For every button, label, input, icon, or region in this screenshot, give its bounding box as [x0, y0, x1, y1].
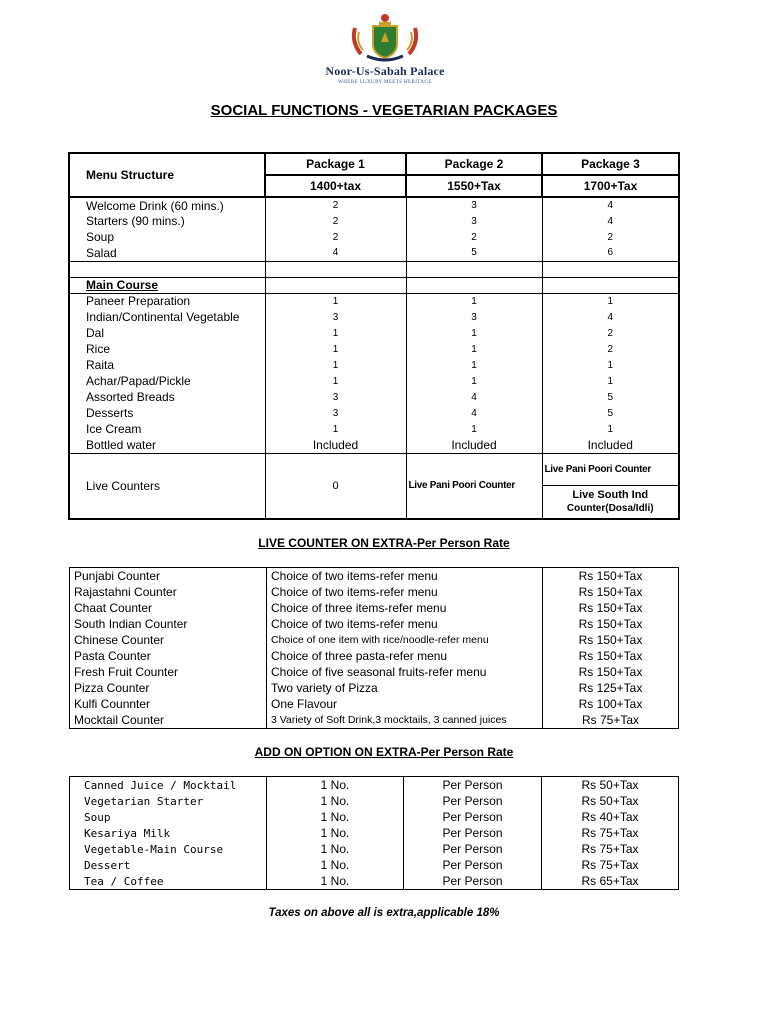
package-3-count: 5	[542, 389, 679, 405]
table-row	[70, 680, 679, 696]
addon-item: Vegetable-Main Course	[70, 841, 267, 857]
package-2-count: 2	[406, 229, 542, 245]
package-1-count: 1	[265, 293, 406, 309]
menu-item-name: Achar/Papad/Pickle	[69, 373, 265, 389]
package-3-count: 1	[542, 421, 679, 437]
addon-quantity: 1 No.	[267, 873, 404, 890]
menu-item-name: Indian/Continental Vegetable	[69, 309, 265, 325]
menu-item-name: Starters (90 mins.)	[69, 213, 265, 229]
page-title: SOCIAL FUNCTIONS - VEGETARIAN PACKAGES	[210, 102, 558, 119]
package-2-price: 1550+Tax	[406, 175, 542, 197]
addon-quantity: 1 No.	[267, 825, 404, 841]
addon-quantity: 1 No.	[267, 777, 404, 794]
menu-structure-header: Menu Structure	[69, 153, 265, 197]
table-row	[69, 357, 679, 373]
menu-item-name: Soup	[69, 229, 265, 245]
counter-rate: Rs 75+Tax	[543, 712, 679, 729]
empty-cell	[406, 277, 542, 293]
package-3-count: 2	[542, 325, 679, 341]
package-1-count: 2	[265, 213, 406, 229]
menu-item-name: Rice	[69, 341, 265, 357]
counter-description: Choice of two items-refer menu	[267, 568, 543, 585]
package-3-header: Package 3	[542, 153, 679, 175]
table-row	[69, 341, 679, 357]
main-course-heading: Main Course	[86, 278, 159, 292]
package-2-count: 1	[406, 325, 542, 341]
addon-rate: Rs 50+Tax	[542, 777, 679, 794]
table-row	[70, 873, 679, 890]
counter-rate: Rs 100+Tax	[543, 696, 679, 712]
table-row	[70, 648, 679, 664]
table-row	[69, 245, 679, 261]
counter-rate: Rs 125+Tax	[543, 680, 679, 696]
table-row	[69, 421, 679, 437]
counter-name: Chaat Counter	[70, 600, 267, 616]
addon-unit: Per Person	[404, 809, 542, 825]
counter-description: 3 Variety of Soft Drink,3 mocktails, 3 canned juices	[267, 712, 543, 729]
addon-rate: Rs 75+Tax	[542, 825, 679, 841]
package-1-header: Package 1	[265, 153, 406, 175]
addon-item: Tea / Coffee	[70, 873, 267, 890]
counter-rate: Rs 150+Tax	[543, 584, 679, 600]
table-row	[70, 825, 679, 841]
counter-rate: Rs 150+Tax	[543, 568, 679, 585]
package-2-count: 5	[406, 245, 542, 261]
counter-description: Two variety of Pizza	[267, 680, 543, 696]
menu-item-name: Desserts	[69, 405, 265, 421]
table-row	[70, 584, 679, 600]
starters-section	[69, 197, 679, 261]
addon-title: ADD ON OPTION ON EXTRA-Per Person Rate	[254, 745, 514, 759]
counter-description: Choice of five seasonal fruits-refer menu	[267, 664, 543, 680]
tax-footnote: Taxes on above all is extra,applicable 18%	[268, 907, 500, 919]
brand-tagline: WHERE LUXURY MEETS HERITAGE	[338, 80, 432, 85]
package-2-count: 1	[406, 341, 542, 357]
counter-name: Fresh Fruit Counter	[70, 664, 267, 680]
counter-name: Punjabi Counter	[70, 568, 267, 585]
table-row	[70, 712, 679, 729]
counter-name: South Indian Counter	[70, 616, 267, 632]
addon-item: Vegetarian Starter	[70, 793, 267, 809]
counter-rate: Rs 150+Tax	[543, 664, 679, 680]
table-row	[69, 405, 679, 421]
table-row	[69, 389, 679, 405]
addon-item: Canned Juice / Mocktail	[70, 777, 267, 794]
live-counter-rows	[70, 568, 679, 729]
package-1-count: 1	[265, 421, 406, 437]
table-row	[69, 197, 679, 213]
package-3-count: Included	[542, 437, 679, 453]
live-counter-table	[69, 567, 679, 729]
package-1-count: Included	[265, 437, 406, 453]
counter-description: One Flavour	[267, 696, 543, 712]
counter-rate: Rs 150+Tax	[543, 648, 679, 664]
counter-name: Mocktail Counter	[70, 712, 267, 729]
addon-table	[69, 776, 679, 890]
table-row	[70, 857, 679, 873]
package-2-count: 3	[406, 213, 542, 229]
menu-item-name: Raita	[69, 357, 265, 373]
addon-rate: Rs 40+Tax	[542, 809, 679, 825]
table-row	[70, 568, 679, 585]
counter-description: Choice of three items-refer menu	[267, 600, 543, 616]
menu-item-name: Bottled water	[69, 437, 265, 453]
package-2-count: 3	[406, 197, 542, 213]
counter-description: Choice of three pasta-refer menu	[267, 648, 543, 664]
menu-item-name: Salad	[69, 245, 265, 261]
table-row	[70, 664, 679, 680]
counter-description: Choice of two items-refer menu	[267, 616, 543, 632]
addon-item: Dessert	[70, 857, 267, 873]
package-1-count: 3	[265, 309, 406, 325]
package-2-count: 4	[406, 405, 542, 421]
addon-quantity: 1 No.	[267, 793, 404, 809]
package-1-price: 1400+tax	[265, 175, 406, 197]
table-row	[69, 437, 679, 453]
addon-quantity: 1 No.	[267, 809, 404, 825]
counter-description: Choice of two items-refer menu	[267, 584, 543, 600]
package-1-count: 3	[265, 389, 406, 405]
live-counters-p3-line2	[542, 485, 679, 519]
counter-rate: Rs 150+Tax	[543, 616, 679, 632]
table-row	[69, 293, 679, 309]
addon-unit: Per Person	[404, 841, 542, 857]
live-counter-title: LIVE COUNTER ON EXTRA-Per Person Rate	[258, 536, 510, 550]
package-2-count: Included	[406, 437, 542, 453]
addon-rate: Rs 50+Tax	[542, 793, 679, 809]
package-2-count: 1	[406, 421, 542, 437]
addon-quantity: 1 No.	[267, 841, 404, 857]
live-counters-label: Live Counters	[69, 453, 265, 519]
table-row	[69, 229, 679, 245]
live-counters-p3-line1: Live Pani Poori Counter	[542, 453, 679, 485]
table-row	[69, 309, 679, 325]
addon-unit: Per Person	[404, 857, 542, 873]
package-1-count: 1	[265, 325, 406, 341]
package-3-price: 1700+Tax	[542, 175, 679, 197]
addon-rate: Rs 75+Tax	[542, 841, 679, 857]
addon-item: Soup	[70, 809, 267, 825]
package-3-count: 2	[542, 229, 679, 245]
package-2-header: Package 2	[406, 153, 542, 175]
addon-unit: Per Person	[404, 825, 542, 841]
table-row	[69, 373, 679, 389]
live-south-title: Live South Ind	[572, 488, 649, 501]
table-row	[70, 793, 679, 809]
package-3-count: 1	[542, 373, 679, 389]
counter-name: Kulfi Counnter	[70, 696, 267, 712]
counter-name: Rajastahni Counter	[70, 584, 267, 600]
addon-rows	[70, 777, 679, 890]
main-course-section	[69, 293, 679, 453]
package-3-count: 1	[542, 293, 679, 309]
spacer-cell	[69, 261, 265, 277]
package-1-count: 1	[265, 373, 406, 389]
main-course-row	[69, 277, 679, 293]
empty-cell	[265, 277, 406, 293]
package-1-count: 4	[265, 245, 406, 261]
table-row	[70, 696, 679, 712]
menu-item-name: Paneer Preparation	[69, 293, 265, 309]
addon-unit: Per Person	[404, 873, 542, 890]
package-2-count: 1	[406, 293, 542, 309]
crest-icon	[345, 12, 425, 64]
spacer-cell	[265, 261, 406, 277]
table-row	[70, 616, 679, 632]
package-3-count: 1	[542, 357, 679, 373]
table-row	[70, 809, 679, 825]
package-3-count: 6	[542, 245, 679, 261]
addon-item: Kesariya Milk	[70, 825, 267, 841]
live-counters-p1: 0	[265, 453, 406, 519]
counter-description: Choice of one item with rice/noodle-refer menu	[267, 632, 543, 648]
package-2-count: 1	[406, 357, 542, 373]
package-3-count: 4	[542, 213, 679, 229]
spacer-cell	[542, 261, 679, 277]
package-2-count: 4	[406, 389, 542, 405]
table-row	[70, 632, 679, 648]
addon-rate: Rs 75+Tax	[542, 857, 679, 873]
addon-unit: Per Person	[404, 777, 542, 794]
addon-unit: Per Person	[404, 793, 542, 809]
package-3-count: 4	[542, 309, 679, 325]
addon-rate: Rs 65+Tax	[542, 873, 679, 890]
counter-rate: Rs 150+Tax	[543, 632, 679, 648]
package-1-count: 1	[265, 357, 406, 373]
package-3-count: 2	[542, 341, 679, 357]
package-3-count: 4	[542, 197, 679, 213]
counter-name: Pizza Counter	[70, 680, 267, 696]
package-2-count: 3	[406, 309, 542, 325]
menu-item-name: Dal	[69, 325, 265, 341]
menu-item-name: Assorted Breads	[69, 389, 265, 405]
table-row	[69, 325, 679, 341]
table-row	[70, 600, 679, 616]
spacer-row	[69, 261, 679, 277]
table-row	[70, 777, 679, 794]
live-counters-p2: Live Pani Poori Counter	[406, 453, 542, 519]
live-south-subtitle: Counter(Dosa/Idli)	[566, 502, 654, 514]
package-1-count: 3	[265, 405, 406, 421]
counter-name: Pasta Counter	[70, 648, 267, 664]
menu-item-name: Ice Cream	[69, 421, 265, 437]
brand-name: Noor-Us-Sabah Palace	[325, 64, 445, 78]
table-row	[69, 213, 679, 229]
counter-name: Chinese Counter	[70, 632, 267, 648]
empty-cell	[542, 277, 679, 293]
package-1-count: 2	[265, 229, 406, 245]
hotel-logo	[300, 12, 470, 96]
menu-item-name: Welcome Drink (60 mins.)	[69, 197, 265, 213]
package-table	[68, 152, 680, 520]
package-2-count: 1	[406, 373, 542, 389]
spacer-cell	[406, 261, 542, 277]
counter-rate: Rs 150+Tax	[543, 600, 679, 616]
table-row	[70, 841, 679, 857]
package-1-count: 1	[265, 341, 406, 357]
addon-quantity: 1 No.	[267, 857, 404, 873]
package-3-count: 5	[542, 405, 679, 421]
package-1-count: 2	[265, 197, 406, 213]
